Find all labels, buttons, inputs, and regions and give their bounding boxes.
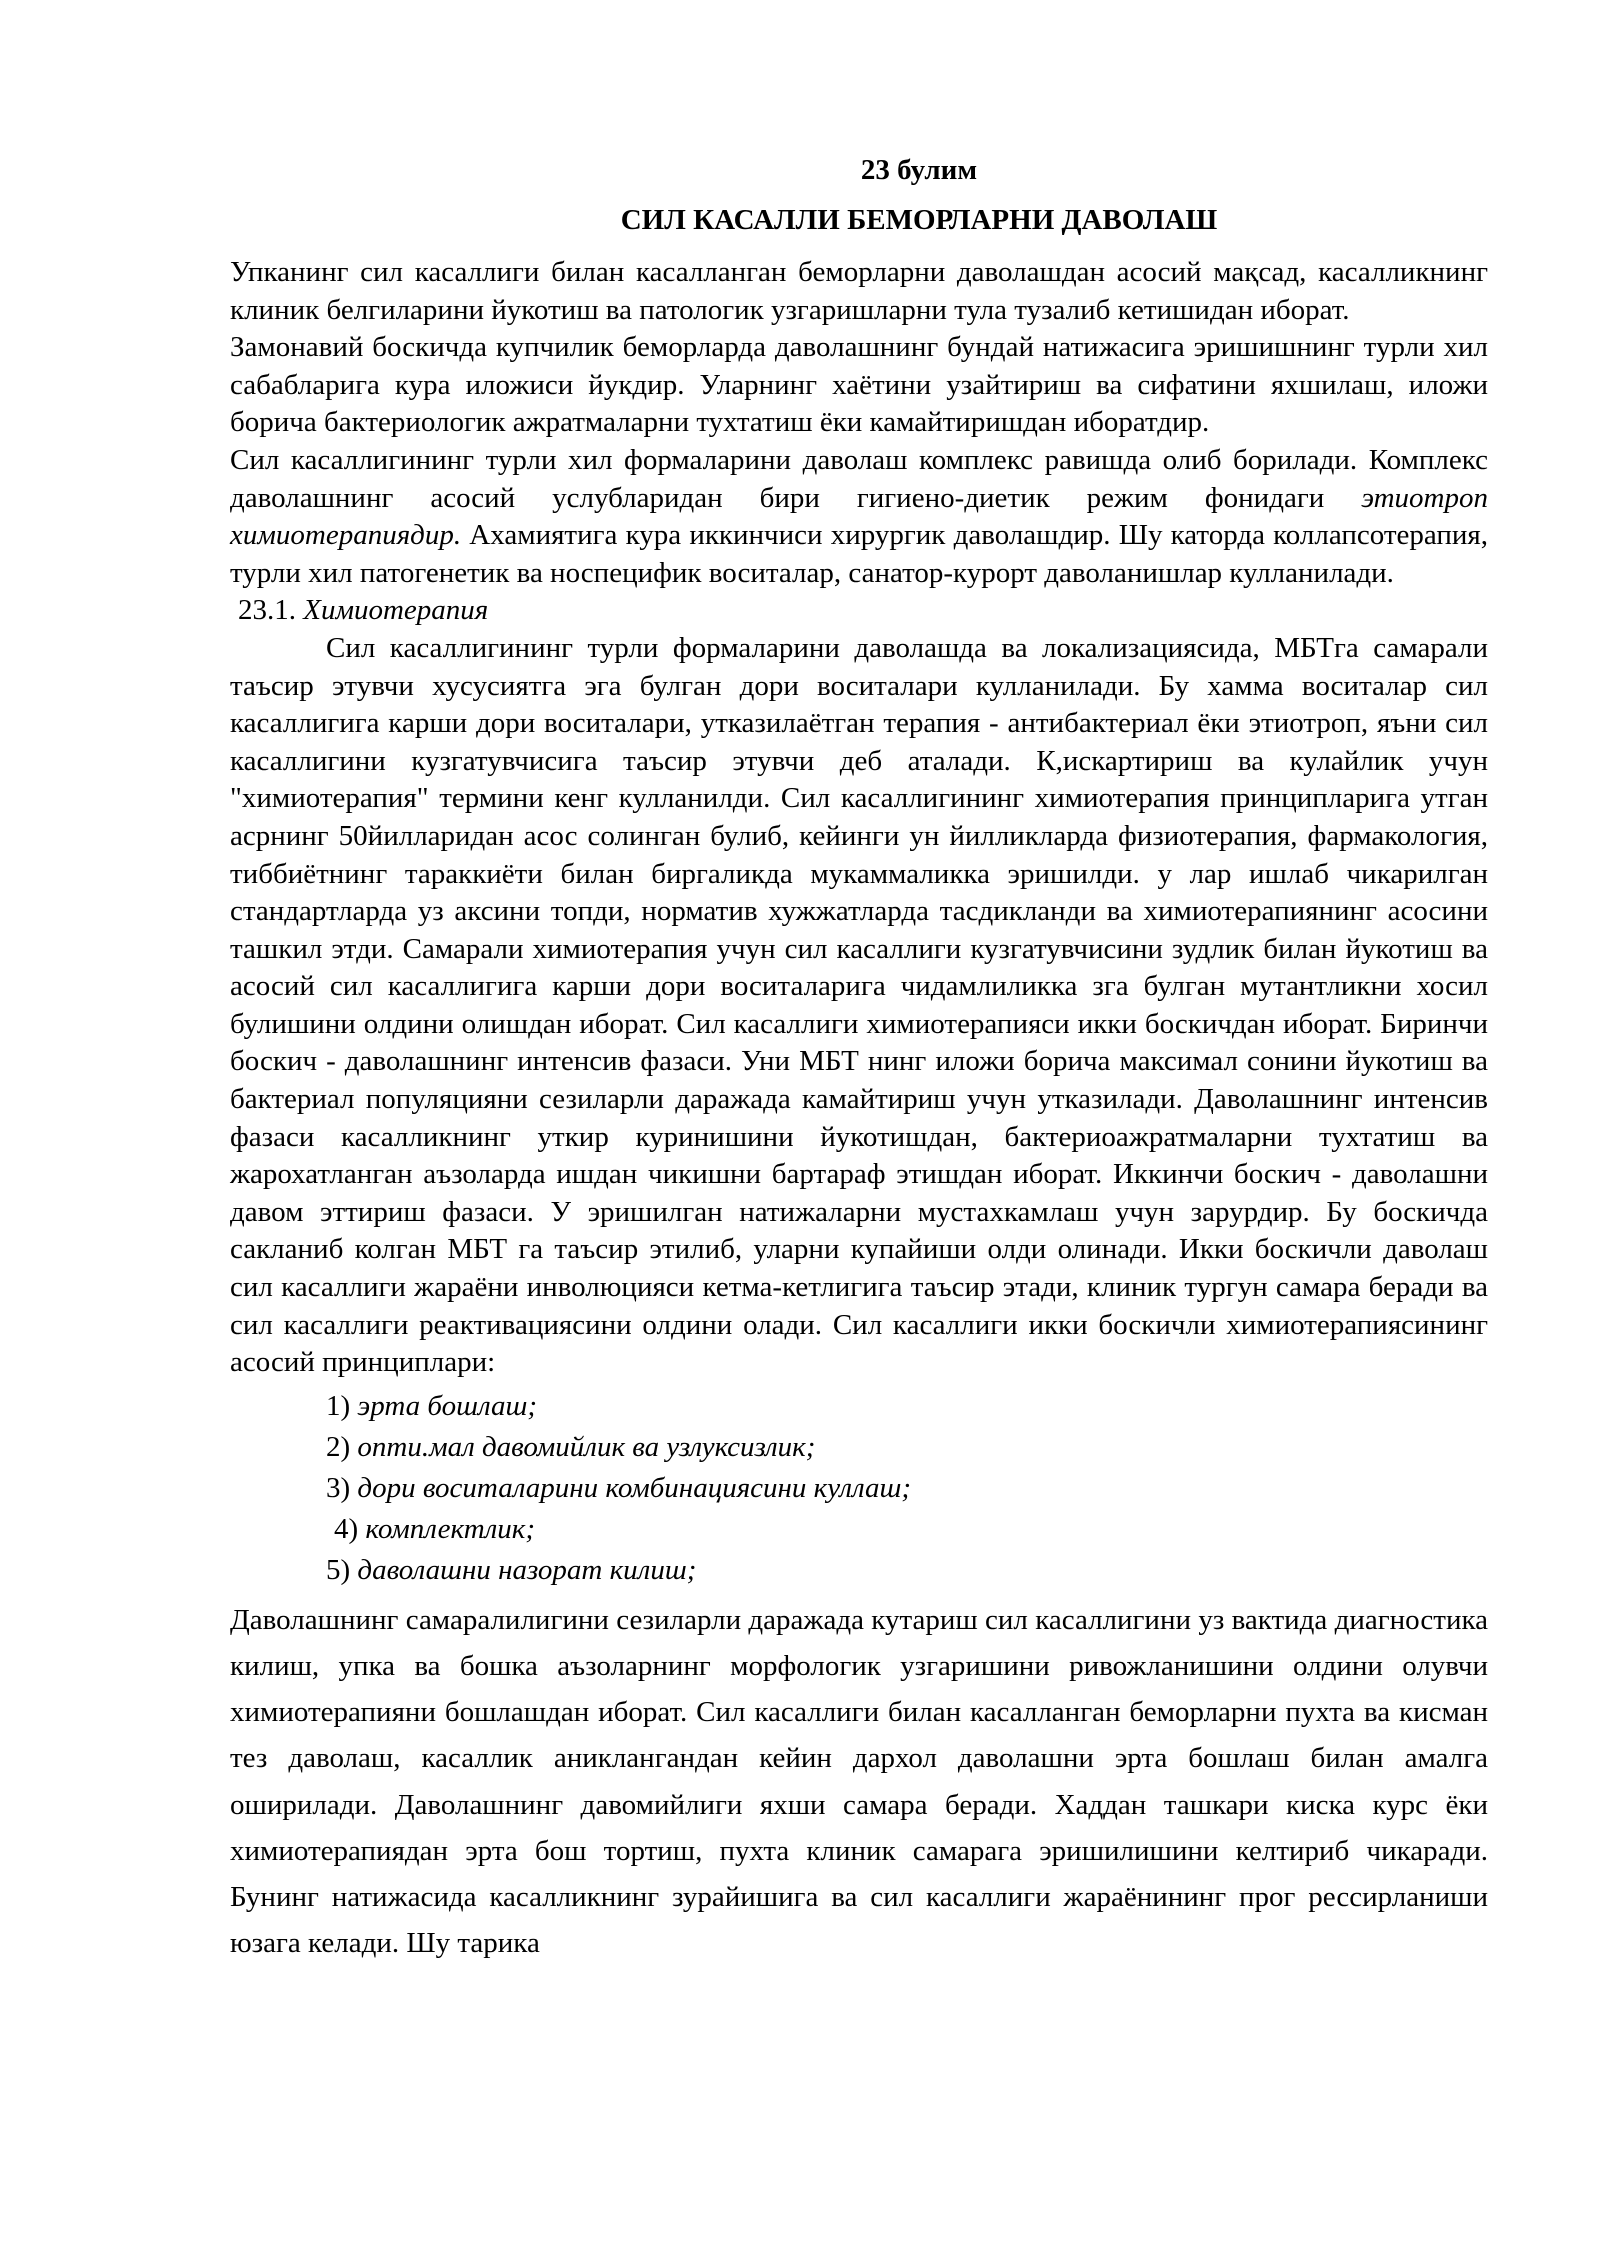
list-item-number: 2) [326,1430,351,1463]
list-item-text: эрта бошлаш; [357,1389,538,1422]
main-paragraph: Сил касаллигининг турли формаларини даволашда ва локализациясида, МБТга самарали таъсир этувчи хусусиятга эга булган дори воситалари кулланилади. Бу хамма воситалар сил касаллигига карши дори воситалари, утказилаётган терапия - антибактериал ёки этиотроп, яъни сил касаллигини кузгатувчисига таъсир этувчи деб аталади. К,искартириш ва кулайлик учун "химиотерапия" термини кенг кулланилди. Сил касаллигининг химиотерапия принципларига утган асрнинг 50йилларидан асос солинган булиб, кейинги ун йилликларда физиотерапия, фармакология, тиббиётнинг тараккиёти билан биргаликда мукаммаликка эришилди. у лар ишлаб чикарилган стандартларда уз аксини топди, норматив хужжатларда тасдикланди ва химиотерапиянинг асосини ташкил этди. Самарали химиотерапия учун сил касаллиги кузгатувчисини зудлик билан йукотиш ва асосий сил касаллигига карши дори воситаларига чидамлиликка зга булган мутантликни хосил булишини олдини олишдан иборат. Сил касаллиги химиотерапияси икки боскичдан иборат. Биринчи боскич - даволашнинг интенсив фазаси. Уни МБТ нинг иложи борича максимал сонини йукотиш ва бактериал популяцияни сезиларли даражада камайтириш учун утказилади. Даволашнинг интенсив фазаси касалликнинг уткир куринишини йукотишдан, бактериоажратмаларни тухтатиш ва жарохатланган аъзоларда ишдан чикишни бартараф этишдан иборат. Иккинчи боскич - даволашни давом эттириш фазаси. У эришилган натижаларни мустахкамлаш учун зарурдир. Бу боскичда сакланиб колган МБТ га таъсир этилиб, уларни купайиши олди олинади. Икки боскичли даволаш сил касаллиги жараёни инволюцияси кетма-кетлигига таъсир этади, клиник тургун самара беради ва сил касаллиги реактивациясини олдини олади. Сил касаллиги икки боскичли химиотерапиясининг асосий принциплари: [230,631,1488,1379]
list-item [326,1427,1488,1468]
intro-paragraph-3-end: Ахамиятига кура иккинчиси хирургик даволашдир. Шу каторда коллапсотерапия, турли хил патогенетик ва носпецифик воситалар, санатор-курорт даволанишлар кулланилади. [230,519,1488,589]
intro-paragraph-1: Упканинг сил касаллиги билан касалланган беморларни даволашдан асосий мақсад, касалликнинг клиник белгиларини йукотиш ва патологик узгаришларни тула тузалиб кетишидан иборат. [230,256,1488,326]
list-item [326,1468,1488,1509]
principles-list [230,1386,1488,1591]
list-item [326,1386,1488,1427]
list-item-text: даволашни назорат килиш; [357,1553,697,1586]
section-title: Химиотерапия [303,594,489,627]
list-item [326,1550,1488,1591]
chapter-title: СИЛ КАСАЛЛИ БЕМОРЛАРНИ ДАВОЛАШ [620,204,1218,236]
section-number: 23.1. [238,594,296,627]
intro-paragraph-3-start: Сил касаллигининг турли хил формаларини даволаш комплекс равишда олиб борилади. Комплекс даволашнинг асосий услубларидан бири гигиено-диетик режим фонидаги [230,443,1488,514]
list-item-number: 4) [334,1512,359,1545]
list-item-text: дори воситаларини комбинациясини куллаш; [357,1471,912,1504]
closing-paragraph: Даволашнинг самаралилигини сезиларли даражада кутариш сил касаллигини уз вактида диагностика килиш, упка ва бошка аъзоларнинг морфологик узгаришини ривожланишини олдини олувчи химиотерапияни бошлашдан иборат. Сил касаллиги билан касалланган беморларни пухта ва кисман тез даволаш, касаллик аниклангандан кейин дархол даволашни эрта бошлаш билан амалга оширилади. Даволашнинг давомийлиги яхши самара беради. Хаддан ташкари киска курс ёки химиотерапиядан эрта бош тортиш, пухта клиник самарага эришилишини келтириб чикаради. Бунинг натижасида касалликнинг зурайишига ва сил касаллиги жараёнининг прог рессирланиши юзага келади. Шу тарика [230,1603,1488,1960]
list-item-text: комплектлик; [365,1512,536,1545]
intro-paragraph-3 [230,442,1488,592]
list-item-text: опти.мал давомийлик ва узлуксизлик; [357,1430,816,1463]
document-page [230,150,1488,1966]
intro-paragraph-2: Замонавий боскичда купчилик беморларда даволашнинг бундай натижасига эришишнинг турли хил сабабларига кура иложиси йукдир. Уларнинг хаётини узайтириш ва сифатини яхшилаш, иложи борича бактериологик ажратмаларни тухтатиш ёки камайтиришдан иборатдир. [230,331,1488,439]
intro-paragraph-3-italic: этиотроп химиотерапиядир. [230,481,1488,552]
list-item-number: 3) [326,1471,351,1504]
list-item-number: 1) [326,1389,351,1422]
list-item-number: 5) [326,1553,351,1586]
list-item [326,1509,1488,1550]
chapter-number: 23 булим [860,154,978,186]
section-heading [238,592,1488,630]
